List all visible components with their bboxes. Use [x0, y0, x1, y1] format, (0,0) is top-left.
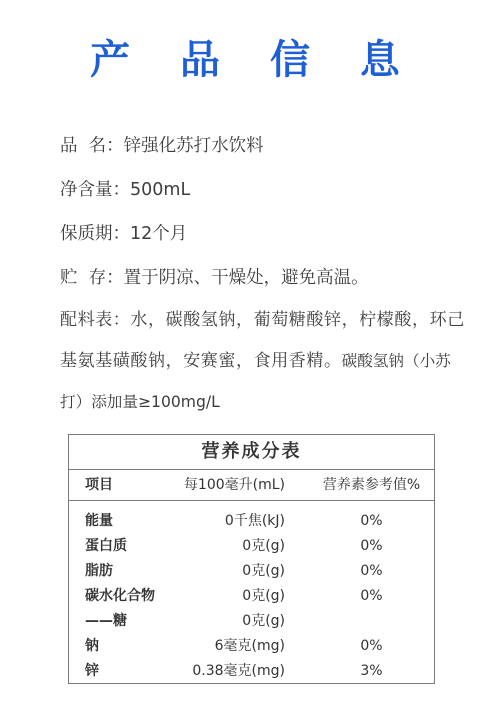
table-row [69, 534, 434, 559]
info-label: 贮 存： [60, 268, 124, 288]
info-row-net-content [60, 168, 465, 212]
info-row-shelf-life [60, 212, 465, 256]
column-header-per100: 每100毫升(mL) [175, 470, 289, 501]
info-row-name [60, 124, 465, 168]
nutrition-table-title: 营养成分表 [69, 435, 434, 470]
table-row [69, 559, 434, 584]
nutrient-amount: 0千焦(kJ) [224, 513, 285, 529]
info-label: 品 名： [60, 136, 124, 156]
info-value: 12个月 [130, 224, 188, 244]
nutrient-nrv: 0% [360, 588, 383, 604]
nutrient-name: ——糖 [85, 613, 127, 629]
info-label: 净含量： [60, 180, 130, 200]
column-header-item: 项目 [69, 470, 175, 501]
nutrient-name: 碳水化合物 [85, 588, 155, 604]
nutrient-nrv: 0% [360, 563, 383, 579]
info-value: 置于阴凉、干燥处，避免高温。 [123, 268, 369, 288]
table-header-row [69, 470, 434, 501]
column-header-nrv: 营养素参考值% [289, 470, 434, 501]
table-row [69, 609, 434, 634]
nutrient-amount: 0克(g) [242, 588, 285, 604]
info-label: 配料表： [60, 310, 131, 330]
nutrient-nrv: 0% [360, 538, 383, 554]
info-value: 水，碳酸氢钠，葡萄糖酸锌，柠檬酸，环己基氨基磺酸钠，安赛蜜，食用香精。 [60, 310, 465, 371]
table-row [69, 501, 434, 535]
nutrient-nrv: 3% [360, 663, 383, 679]
nutrient-name: 锌 [85, 663, 99, 679]
nutrient-amount: 0克(g) [242, 538, 285, 554]
info-value: 500mL [130, 180, 191, 200]
page-title: 产 品 信 息 [90, 37, 418, 83]
table-row [69, 634, 434, 659]
info-label: 保质期： [60, 224, 130, 244]
info-value: 锌强化苏打水饮料 [123, 136, 264, 156]
nutrient-name: 脂肪 [85, 563, 113, 579]
nutrient-amount: 0克(g) [242, 563, 285, 579]
product-info [60, 124, 465, 423]
nutrient-amount: 0.38毫克(mg) [192, 663, 285, 679]
nutrition-grid [69, 470, 434, 684]
table-row [69, 584, 434, 609]
info-row-storage [60, 256, 465, 300]
nutrient-amount: 6毫克(mg) [214, 638, 285, 654]
nutrient-name: 钠 [85, 638, 99, 654]
nutrient-nrv: 0% [360, 513, 383, 529]
nutrition-table [68, 434, 435, 684]
nutrient-name: 蛋白质 [85, 538, 127, 554]
info-row-ingredients [60, 300, 465, 423]
nutrient-nrv [289, 609, 434, 634]
additive-note: 碳酸氢钠（小苏打）添加量≥100mg/L [60, 352, 451, 411]
nutrient-name: 能量 [85, 513, 113, 529]
table-row [69, 659, 434, 684]
nutrient-amount: 0克(g) [242, 613, 285, 629]
nutrient-nrv: 0% [360, 638, 383, 654]
